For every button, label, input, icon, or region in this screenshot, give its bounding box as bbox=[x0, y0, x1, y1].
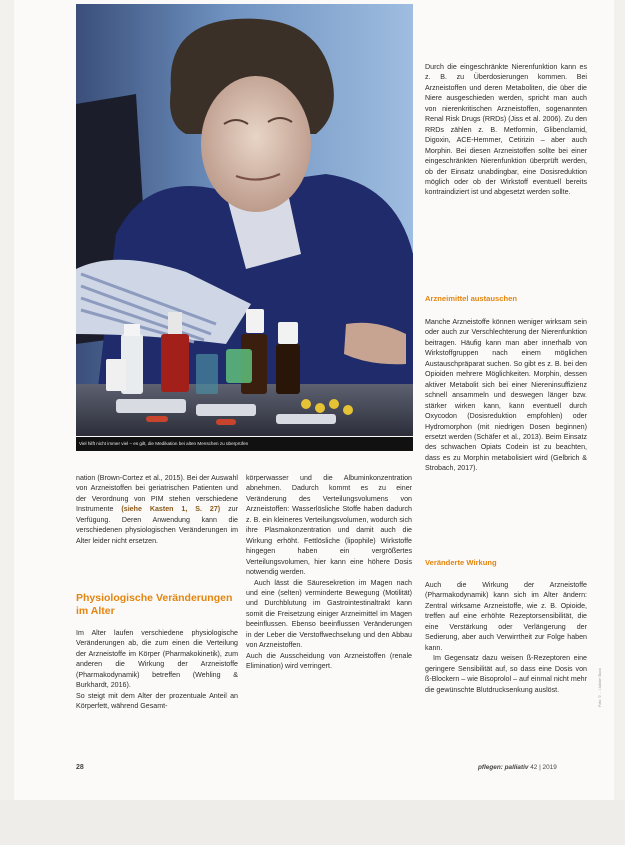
page-number: 28 bbox=[76, 764, 84, 771]
paragraph bbox=[76, 473, 238, 546]
paragraph: Auch lässt die Säuresekretion im Magen nach und eine (selten) verminderte Bewegung (Motilität) und Durchblutung im Gastrointestinaltrakt kann somit die Freisetzung einiger Arzneimittel im Magen beeinflussen. Ebenso beeinflussen Veränderungen in der Leber die Verstoffwechselung und den Abbau von Arzneistoffen. bbox=[246, 578, 412, 650]
text-column-right-lower bbox=[425, 580, 587, 695]
section-heading-effect: Veränderte Wirkung bbox=[425, 558, 497, 567]
text-column-left bbox=[76, 473, 238, 546]
paragraph-text: zur Verfügung. Deren Anwendung kann die verschiedenen physiologischen Veränderungen im Alter leider nicht ersetzen. bbox=[76, 505, 238, 545]
text-column-left-lower bbox=[76, 628, 238, 712]
section-heading-physiology: Physiologische Veränderungen im Alter bbox=[76, 592, 233, 617]
paragraph: Im Gegensatz dazu weisen ß-Rezeptoren eine geringere Sensibilität auf, so dass eine Dosis von ß-Blockern – wie Bisoprolol – auf einmal nicht mehr die gewünschte Blutdrucksenkung auslöst. bbox=[425, 654, 587, 694]
magazine-footer bbox=[478, 764, 557, 771]
magazine-title: pflegen: palliativ bbox=[478, 764, 529, 771]
section-heading-exchange: Arzneimittel austauschen bbox=[425, 294, 517, 303]
box-reference-link[interactable]: (siehe Kasten 1, S. 27) bbox=[121, 505, 221, 514]
paragraph: Durch die eingeschränkte Nierenfunktion kann es z. B. zu Überdosierungen kommen. Bei Arzneistoffen und deren Metaboliten, die über die Niere ausgeschieden werden, spricht man auch von nierenkritischen Arzneistoffen, sogenannten Renal Risk Drugs (RRDs) (Jiss et al. 2006). Zu den RRDs zählen z. B. Metformin, Glibenclamid, Digoxin, ACE-Hemmer, Cetirizin – aber auch Morphin. Bei diesen Arzneistoffen sollte bei einer eingeschränkten Nierenfunktion überprüft werden, ob der Einsatz unabdingbar, eine Dosisreduktion möglich oder ob der Wirkstoff eventuell bereits kontraindiziert ist und abgesetzt werden sollte. bbox=[425, 63, 587, 197]
text-column-right-middle bbox=[425, 317, 587, 474]
paragraph: Auch die Wirkung der Arzneistoffe (Pharmakodynamik) kann sich im Alter ändern: Zentral wirksame Arzneistoffe, wie z. B. Opioide, treffen auf eine erhöhte Rezeptorsensibilität, die eine Verstärkung oder Verlängerung der Sedierung, aber auch Verwirrtheit zur Folge haben kann. bbox=[425, 581, 587, 652]
photo-caption: Viel hilft nicht immer viel – es gilt, die Medikation bei alten Menschen zu überprüfen bbox=[76, 437, 413, 451]
paragraph: So steigt mit dem Alter der prozentuale Anteil an Körperfett, während Gesamt- bbox=[76, 691, 238, 711]
scan-bottom-margin bbox=[0, 800, 625, 845]
paragraph: Manche Arzneistoffe können weniger wirksam sein oder auch zur Verschlechterung der Nierenfunktion beitragen. Häufig kann man aber innerhalb von Wirkstoffgruppen nach einem möglichen Austauschpräparat suchen. So gibt es z. B. bei den Opioiden mehrere Möglichkeiten. Morphin, dessen aktiver Metabolit sich bei einer Niereninsuffizienz schnell ansammeln und deswegen länger bzw. stärker wirken kann, kann eventuell durch Oxycodon (Dosisreduktion empfohlen) oder Hydromorphon (mit niedrigen Dosen beginnen) ersetzt werden (Schäfer et al., 2013). Beim Einsatz des schwachen Opiats Codein ist zu beachten, dass es zu Morphin metabolisiert wird (Gelbrich & Strobach, 2017). bbox=[425, 318, 587, 473]
paragraph: Auch die Ausscheidung von Arzneistoffen (renale Elimination) wird verringert. bbox=[246, 651, 412, 671]
issue-number: 42 | 2019 bbox=[530, 764, 557, 771]
photo-credit: Foto: © ... / Adobe Stock bbox=[598, 667, 602, 707]
paragraph: Im Alter laufen verschiedene physiologische Veränderungen ab, die zum einen die Verteilung der Arzneistoffe im Körper (Pharmakokinetik), zum anderen die Wirkung der Arzneistoffe (Pharmakodynamik) betreffen (Wehling & Burkhardt, 2016). bbox=[76, 629, 238, 690]
article-photo bbox=[76, 4, 413, 436]
paragraph-text: nation (Brown-Cortez et al., 2015). Bei der Auswahl von Arzneistoffen bei geriatrischen Patienten und der Verordnung von PIM stehen verschiedene Instrumente bbox=[76, 474, 238, 514]
text-column-middle bbox=[246, 473, 412, 672]
text-column-right bbox=[425, 62, 587, 198]
paragraph: körperwasser und die Albuminkonzentration abnehmen. Dadurch kommt es zu einer Veränderung des Verteilungsvolumens von Arzneistoffen: Wasserlösliche Stoffe haben dadurch z. B. ein kleineres Verteilungsvolumen, wodurch sich ihre Plasmakonzentration und damit auch die Wirkung erhöht. Fettlösliche (lipophile) Wirkstoffe hingegen haben ein vergrößertes Verteilungsvolumen, hier kann eine höhere Dosis notwendig werden. bbox=[246, 474, 412, 577]
elderly-woman-with-medication-image bbox=[76, 4, 413, 436]
